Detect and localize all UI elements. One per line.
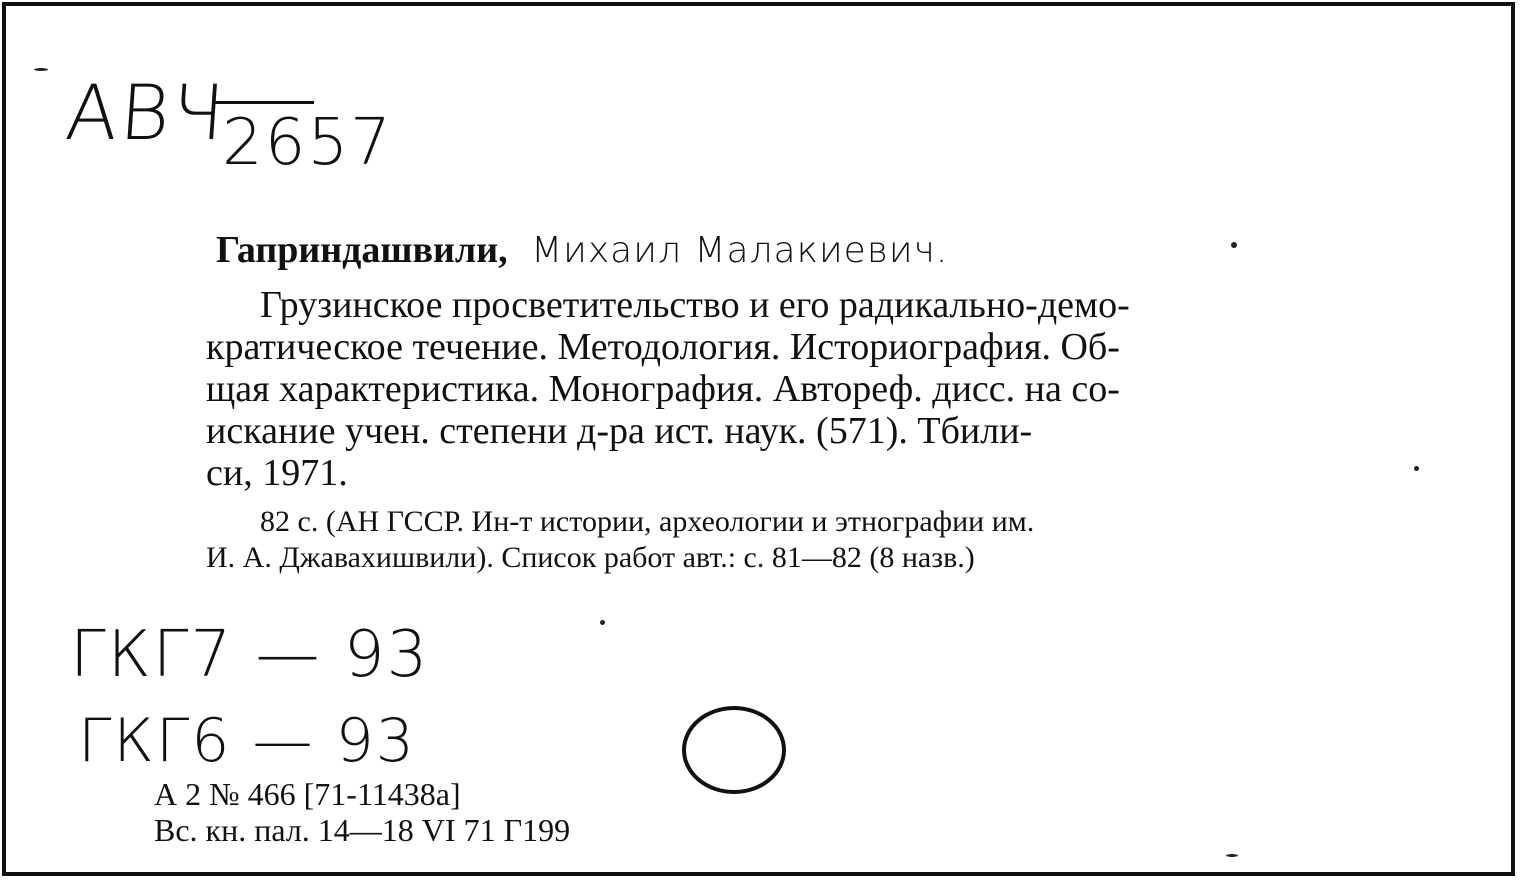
title-line: кратическое течение. Методология. Историография. Об-: [206, 326, 1120, 368]
collation-line: 82 с. (АН ГССР. Ин-т истории, археологии и этнографии им.: [260, 505, 1035, 538]
title-line: щая характеристика. Монография. Автореф. дисс. на со-: [206, 368, 1120, 410]
author-heading: [216, 228, 948, 272]
acquisition-line: А 2 № 466 [71-11438а]: [154, 776, 461, 812]
title-line: си, 1971.: [206, 452, 348, 494]
title-line: Грузинское просветительство и его радикально-демо-: [260, 284, 1130, 326]
shelfmark-number: 2657: [222, 106, 393, 180]
ink-speck: [34, 68, 48, 71]
author-surname: Гаприндашвили,: [216, 229, 508, 271]
collation-line: И. А. Джавахишвили). Список работ авт.: с. 81—82 (8 назв.): [206, 541, 975, 574]
ink-speck: [1226, 854, 1238, 857]
acquisition-info: [154, 776, 570, 848]
circle-stamp: [682, 706, 786, 794]
author-given-name: Михаил Малакиевич.: [531, 230, 949, 271]
ink-speck: [600, 620, 605, 625]
title-description: [206, 284, 1376, 494]
catalog-card: [2, 2, 1515, 876]
acquisition-line: Вс. кн. пал. 14—18 VI 71 Г199: [154, 812, 571, 848]
collation: [206, 504, 1376, 576]
catalog-mark: ГКГ6 — 93: [78, 706, 416, 776]
shelfmark-divider: [214, 101, 314, 104]
catalog-mark: ГКГ7 — 93: [70, 618, 430, 692]
ink-speck: [1231, 242, 1237, 248]
ink-speck: [1414, 466, 1419, 471]
title-line: искание учен. степени д-ра ист. наук. (571). Тбили-: [206, 410, 1033, 452]
shelfmark-prefix: АВЧ: [62, 68, 229, 157]
